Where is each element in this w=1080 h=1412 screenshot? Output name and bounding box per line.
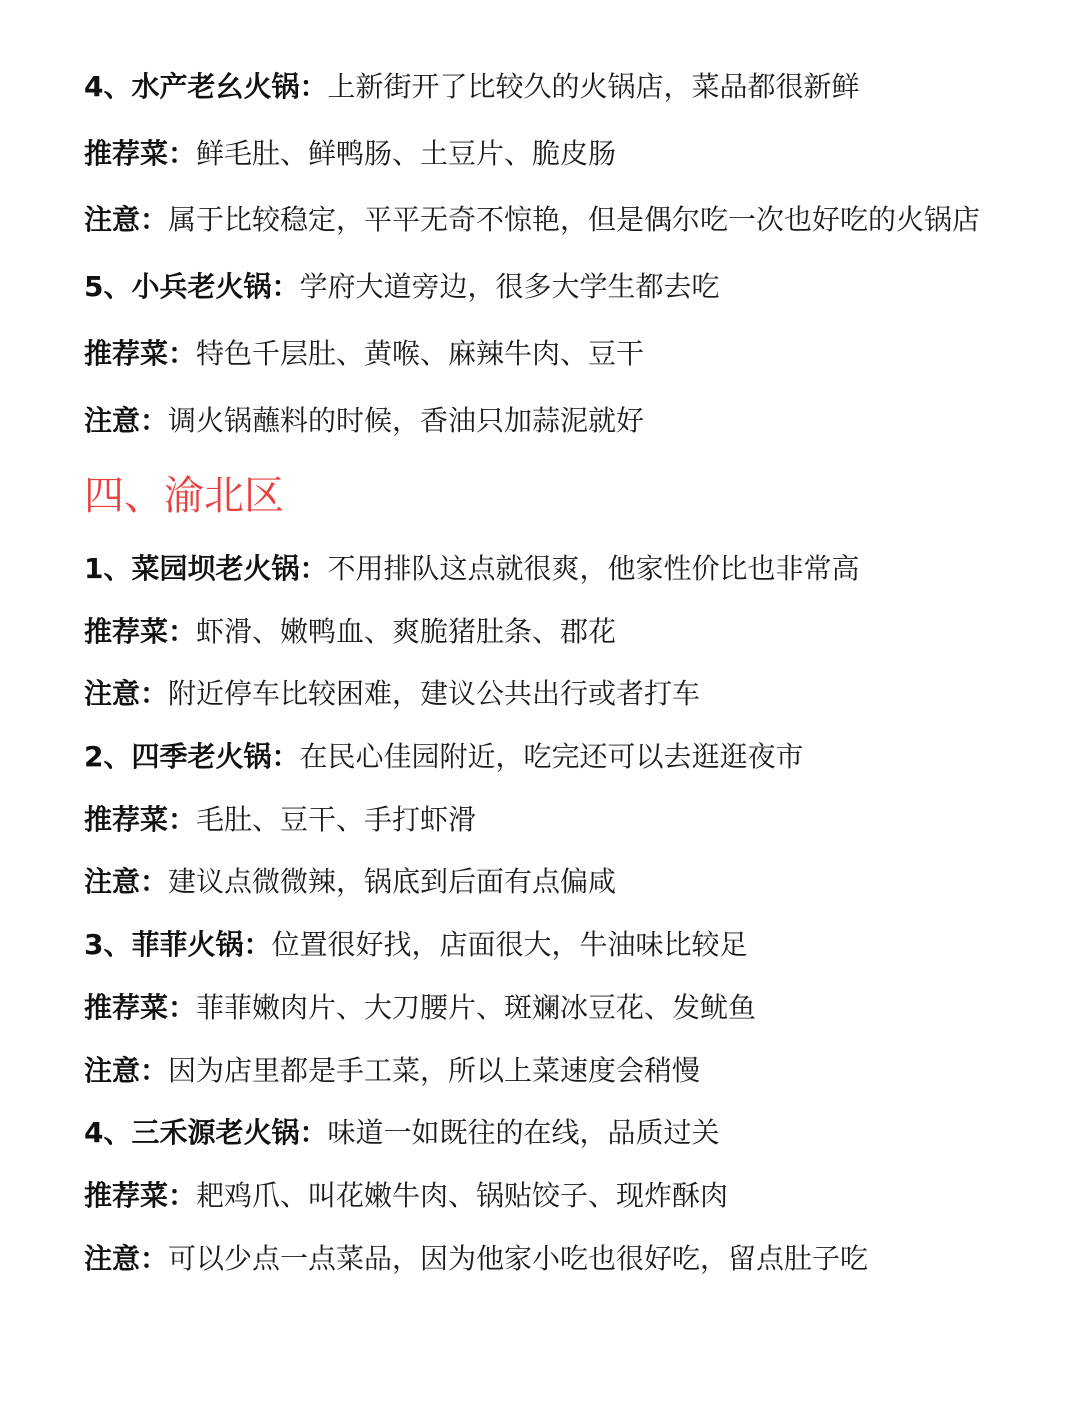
recommend-text: 菲菲嫩肉片、大刀腰片、斑斓冰豆花、发鱿鱼 (196, 991, 757, 1024)
recommend-label: 推荐菜： (84, 337, 197, 370)
shop-name: 4、水产老幺火锅： (84, 70, 328, 103)
note-text: 调火锅蘸料的时候，香油只加蒜泥就好 (168, 404, 645, 437)
note-text: 附近停车比较困难，建议公共出行或者打车 (168, 677, 701, 710)
recommend-line (84, 800, 1060, 840)
note-line (84, 401, 1060, 441)
note-label: 注意： (84, 203, 169, 236)
shop-line (84, 549, 1060, 589)
note-line (84, 1239, 1060, 1279)
shop-name: 3、菲菲火锅： (84, 928, 272, 961)
shop-name: 4、三禾源老火锅： (84, 1116, 328, 1149)
shop-name: 1、菜园坝老火锅： (84, 552, 328, 585)
shop-desc: 味道一如既往的在线，品质过关 (327, 1116, 720, 1149)
shop-line (84, 267, 1060, 307)
recommend-line (84, 1176, 1060, 1216)
note-label: 注意： (84, 1054, 169, 1087)
shop-desc: 位置很好找，店面很大，牛油味比较足 (271, 928, 748, 961)
shop-name: 2、四季老火锅： (84, 740, 300, 773)
note-text: 建议点微微辣，锅底到后面有点偏咸 (168, 865, 617, 898)
note-label: 注意： (84, 865, 169, 898)
note-text: 可以少点一点菜品，因为他家小吃也很好吃，留点肚子吃 (168, 1242, 869, 1275)
shop-desc: 不用排队这点就很爽，他家性价比也非常高 (327, 552, 860, 585)
recommend-line (84, 334, 1060, 374)
shop-desc: 在民心佳园附近，吃完还可以去逛逛夜市 (299, 740, 804, 773)
recommend-text: 特色千层肚、黄喉、麻辣牛肉、豆干 (196, 337, 645, 370)
note-line (84, 1051, 1060, 1091)
note-line (84, 200, 1060, 240)
shop-line (84, 67, 1060, 107)
note-label: 注意： (84, 677, 169, 710)
recommend-text: 虾滑、嫩鸭血、爽脆猪肚条、郡花 (196, 615, 617, 648)
shop-name: 5、小兵老火锅： (84, 270, 300, 303)
shop-desc: 学府大道旁边，很多大学生都去吃 (299, 270, 720, 303)
recommend-text: 耙鸡爪、叫花嫩牛肉、锅贴饺子、现炸酥肉 (196, 1179, 729, 1212)
note-line (84, 674, 1060, 714)
section-heading: 四、渝北区 (84, 473, 284, 519)
note-text: 因为店里都是手工菜，所以上菜速度会稍慢 (168, 1054, 701, 1087)
shop-line (84, 1113, 1060, 1153)
recommend-line (84, 988, 1060, 1028)
recommend-label: 推荐菜： (84, 615, 197, 648)
shop-line (84, 737, 1060, 777)
recommend-label: 推荐菜： (84, 803, 197, 836)
recommend-label: 推荐菜： (84, 991, 197, 1024)
note-line (84, 862, 1060, 902)
recommend-line (84, 134, 1060, 174)
recommend-line (84, 612, 1060, 652)
note-label: 注意： (84, 1242, 169, 1275)
recommend-label: 推荐菜： (84, 137, 197, 170)
note-label: 注意： (84, 404, 169, 437)
shop-line (84, 925, 1060, 965)
recommend-text: 鲜毛肚、鲜鸭肠、土豆片、脆皮肠 (196, 137, 617, 170)
recommend-label: 推荐菜： (84, 1179, 197, 1212)
shop-desc: 上新街开了比较久的火锅店，菜品都很新鲜 (327, 70, 860, 103)
note-text: 属于比较稳定，平平无奇不惊艳，但是偶尔吃一次也好吃的火锅店 (168, 203, 981, 236)
recommend-text: 毛肚、豆干、手打虾滑 (196, 803, 477, 836)
